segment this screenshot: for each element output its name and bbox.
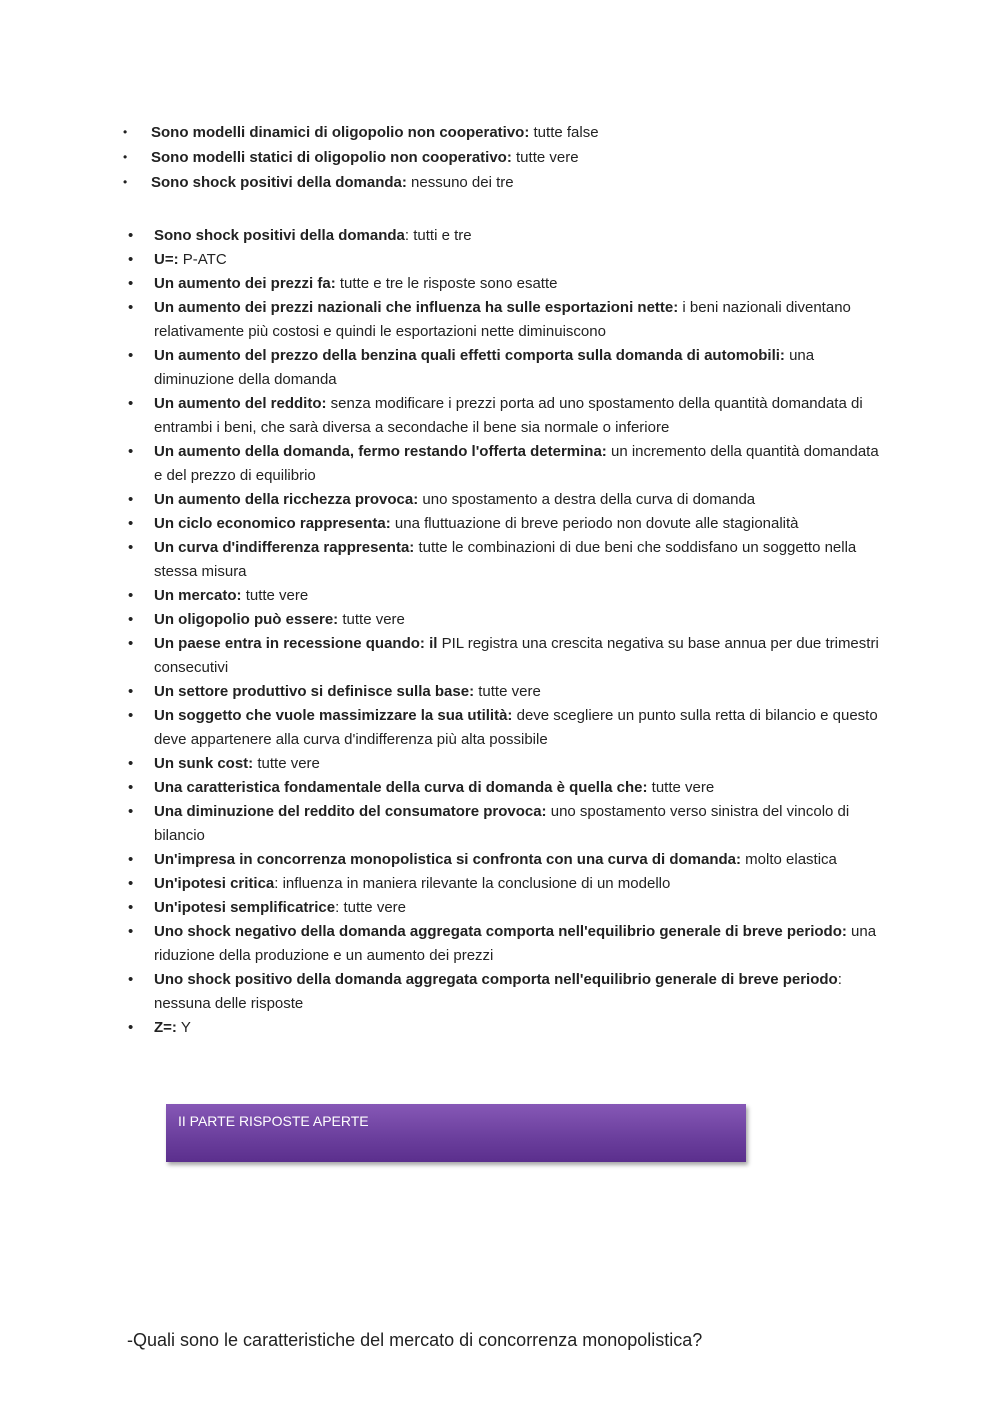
bullet-icon: • <box>123 175 128 189</box>
bullet-icon: • <box>123 125 128 139</box>
open-question: -Quali sono le caratteristiche del mercato di concorrenza monopolistica? <box>127 1330 703 1350</box>
list-item <box>128 584 884 608</box>
item-question: Un curva d'indifferenza rappresenta: <box>154 539 415 556</box>
list-item <box>123 145 871 170</box>
item-answer: tutte vere <box>253 755 320 772</box>
bullet-icon: • <box>128 971 134 988</box>
item-answer: uno spostamento a destra della curva di domanda <box>418 491 756 508</box>
bullet-icon: • <box>128 851 134 868</box>
item-question: Un settore produttivo si definisce sulla base: <box>154 683 475 700</box>
list-item <box>128 776 884 800</box>
item-question: Un oligopolio può essere: <box>154 611 339 628</box>
item-answer: tutte vere <box>511 149 579 166</box>
item-answer: tutte e tre le risposte sono esatte <box>335 275 558 292</box>
list-item <box>128 848 884 872</box>
item-question: Un soggetto che vuole massimizzare la sua utilità: <box>154 707 513 724</box>
bullet-icon: • <box>128 899 134 916</box>
item-question: Sono shock positivi della domanda: <box>151 174 407 191</box>
list-item <box>128 752 884 776</box>
item-question: Una caratteristica fondamentale della curva di domanda è quella che: <box>154 779 648 796</box>
bullet-icon: • <box>128 275 134 292</box>
item-answer: una riduzione della produzione e un aumento dei prezzi <box>154 923 877 964</box>
bullet-icon: • <box>128 779 134 796</box>
list-item <box>123 120 871 145</box>
item-answer: nessuno dei tre <box>406 174 514 191</box>
bullet-icon: • <box>128 443 134 460</box>
bullet-icon: • <box>128 539 134 556</box>
bullet-icon: • <box>128 923 134 940</box>
item-question: Sono shock positivi della domanda <box>154 227 405 244</box>
item-question: Un aumento dei prezzi nazionali che influenza ha sulle esportazioni nette: <box>154 299 679 316</box>
item-question: Una diminuzione del reddito del consumatore provoca: <box>154 803 547 820</box>
item-answer: : nessuna delle risposte <box>154 971 842 1012</box>
bullet-icon: • <box>128 251 134 268</box>
list-item <box>128 920 884 968</box>
answer-list-2 <box>128 224 884 1040</box>
list-item <box>128 296 884 344</box>
item-answer: tutte vere <box>647 779 715 796</box>
item-question: Un'ipotesi semplificatrice <box>154 899 336 916</box>
item-question: Un'impresa in concorrenza monopolistica si confronta con una curva di domanda: <box>154 851 741 868</box>
item-question: U=: <box>154 251 179 268</box>
list-item <box>128 392 884 440</box>
list-item <box>128 968 884 1016</box>
list-item <box>128 224 884 248</box>
list-item <box>128 1016 884 1040</box>
item-question: Un aumento dei prezzi fa: <box>154 275 336 292</box>
list-item <box>128 248 884 272</box>
list-item <box>128 704 884 752</box>
item-answer: un incremento della quantità domandata e del prezzo di equilibrio <box>154 443 879 484</box>
item-question: Un sunk cost: <box>154 755 254 772</box>
list-item <box>128 440 884 488</box>
bullet-icon: • <box>128 587 134 604</box>
bullet-icon: • <box>128 875 134 892</box>
bullet-icon: • <box>128 347 134 364</box>
item-answer: i beni nazionali diventano relativamente più costosi e quindi le esportazioni nette diminuiscono <box>154 299 851 340</box>
section-banner-title: II PARTE RISPOSTE APERTE <box>178 1113 369 1129</box>
bullet-icon: • <box>128 707 134 724</box>
item-answer: tutte vere <box>241 587 309 604</box>
list-item <box>128 272 884 296</box>
item-question: Un aumento del prezzo della benzina quali effetti comporta sulla domanda di automobili: <box>154 347 785 364</box>
bullet-icon: • <box>128 803 134 820</box>
item-answer: : influenza in maniera rilevante la conclusione di un modello <box>274 875 671 892</box>
item-answer: una fluttuazione di breve periodo non dovute alle stagionalità <box>390 515 799 532</box>
bullet-icon: • <box>128 491 134 508</box>
item-answer: : tutti e tre <box>404 227 472 244</box>
list-item <box>128 488 884 512</box>
list-item <box>128 872 884 896</box>
item-answer: tutte le combinazioni di due beni che soddisfano un soggetto nella stessa misura <box>154 539 857 580</box>
item-answer: tutte false <box>529 124 599 141</box>
item-question: Un aumento della domanda, fermo restando l'offerta determina: <box>154 443 607 460</box>
list-item <box>128 344 884 392</box>
item-answer: PIL registra una crescita negativa su base annua per due trimestri consecutivi <box>154 635 879 676</box>
item-answer: P-ATC <box>178 251 227 268</box>
list-item <box>123 170 871 195</box>
section-banner <box>166 1104 746 1162</box>
list-item <box>128 608 884 632</box>
list-item <box>128 680 884 704</box>
item-question: Uno shock negativo della domanda aggregata comporta nell'equilibrio generale di breve periodo: <box>154 923 847 940</box>
item-answer: una diminuzione della domanda <box>154 347 815 388</box>
item-question: Un aumento del reddito: <box>154 395 327 412</box>
item-question: Sono modelli dinamici di oligopolio non cooperativo: <box>151 124 530 141</box>
list-item <box>128 632 884 680</box>
bullet-icon: • <box>128 755 134 772</box>
item-answer: : tutte vere <box>335 899 406 916</box>
item-answer: tutte vere <box>338 611 405 628</box>
item-answer: molto elastica <box>741 851 837 868</box>
bullet-icon: • <box>128 635 134 652</box>
list-item <box>128 896 884 920</box>
item-question: Un aumento della ricchezza provoca: <box>154 491 419 508</box>
item-answer: uno spostamento verso sinistra del vincolo di bilancio <box>154 803 850 844</box>
list-item <box>128 512 884 536</box>
item-question: Sono modelli statici di oligopolio non cooperativo: <box>151 149 512 166</box>
item-answer: deve scegliere un punto sulla retta di bilancio e questo deve appartenere alla curva d'indifferenza più alta possibile <box>154 707 878 748</box>
bullet-icon: • <box>128 611 134 628</box>
item-question: Un ciclo economico rappresenta: <box>154 515 391 532</box>
item-answer: Y <box>176 1019 191 1036</box>
item-question: Uno shock positivo della domanda aggregata comporta nell'equilibrio generale di breve periodo <box>154 971 838 988</box>
list-item <box>128 800 884 848</box>
item-answer: senza modificare i prezzi porta ad uno spostamento della quantità domandata di entrambi i beni, che sarà diversa a secondache il bene sia normale o inferiore <box>154 395 863 436</box>
bullet-icon: • <box>128 395 134 412</box>
answer-list-1 <box>123 120 871 195</box>
bullet-icon: • <box>128 227 134 244</box>
bullet-icon: • <box>128 1019 134 1036</box>
list-item <box>128 536 884 584</box>
item-question: Z=: <box>154 1019 177 1036</box>
bullet-icon: • <box>128 683 134 700</box>
item-question: Un paese entra in recessione quando: il <box>154 635 438 652</box>
bullet-icon: • <box>128 299 134 316</box>
bullet-icon: • <box>123 150 128 164</box>
item-answer: tutte vere <box>474 683 541 700</box>
bullet-icon: • <box>128 515 134 532</box>
item-question: Un mercato: <box>154 587 242 604</box>
item-question: Un'ipotesi critica <box>154 875 275 892</box>
